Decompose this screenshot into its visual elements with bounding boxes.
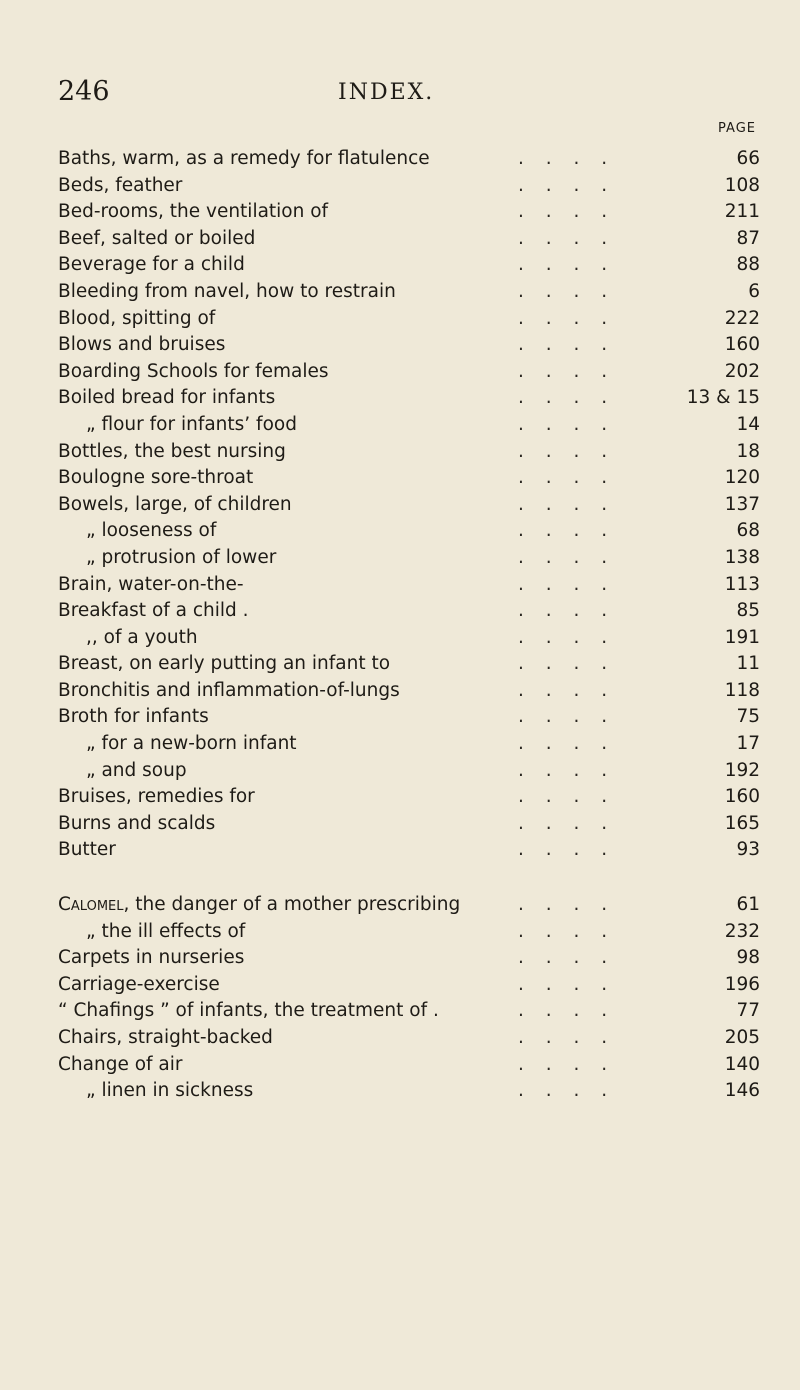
- index-entry: [58, 651, 770, 678]
- entry-page: 160: [724, 786, 760, 808]
- index-entries: [58, 146, 770, 1105]
- index-entry: [58, 572, 770, 599]
- entry-term: ,, of a youth: [86, 626, 198, 648]
- index-entry: [58, 811, 770, 838]
- dot-leader: . . . .: [518, 1000, 616, 1022]
- dot-leader: . . . .: [518, 148, 616, 169]
- dot-leader: . . . .: [518, 1027, 616, 1048]
- entry-page: 108: [724, 174, 760, 196]
- index-entry: [58, 226, 770, 253]
- entry-page: 120: [724, 467, 760, 489]
- entry-term: „ the ill effects of: [86, 920, 246, 942]
- dot-leader: . . . .: [518, 307, 616, 329]
- entry-term: Breast, on early putting an infant to: [58, 653, 391, 675]
- index-entry: [58, 332, 770, 359]
- page-header: [58, 76, 758, 116]
- entry-page: 66: [736, 148, 760, 169]
- entry-term: Blood, spitting of: [58, 307, 216, 329]
- index-entry: [58, 492, 770, 519]
- entry-page: 93: [736, 839, 760, 861]
- index-entry: [58, 439, 770, 466]
- entry-page: 75: [736, 706, 760, 728]
- dot-leader: . . . .: [518, 733, 616, 755]
- entry-term: Boulogne sore-throat: [58, 467, 254, 489]
- index-entry: [58, 173, 770, 200]
- entry-term: Blows and bruises: [58, 334, 226, 356]
- entry-term: „ protrusion of lower: [86, 546, 277, 568]
- entry-term: Burns and scalds: [58, 812, 216, 834]
- entry-page: 222: [724, 307, 760, 329]
- dot-leader: . . . .: [518, 947, 616, 969]
- dot-leader: . . . .: [518, 387, 616, 409]
- dot-leader: . . . .: [518, 653, 616, 675]
- entry-page: 211: [724, 201, 760, 223]
- dot-leader: . . . .: [518, 839, 616, 861]
- dot-leader: . . . .: [518, 920, 616, 942]
- entry-term: Carpets in nurseries: [58, 947, 245, 969]
- entry-page: 77: [736, 1000, 760, 1022]
- index-entry: [58, 837, 770, 864]
- entry-page: 85: [736, 600, 760, 622]
- dot-leader: . . . .: [518, 280, 616, 302]
- entry-term: Butter: [58, 839, 116, 861]
- dot-leader: . . . .: [518, 360, 616, 382]
- dot-leader: . . . .: [518, 546, 616, 568]
- dot-leader: . . . .: [518, 413, 616, 435]
- entry-page: 191: [724, 626, 760, 648]
- dot-leader: . . . .: [518, 493, 616, 515]
- entry-page: 18: [736, 440, 760, 462]
- entry-page: 146: [724, 1080, 760, 1102]
- entry-page: 68: [736, 520, 760, 542]
- entry-page: 202: [724, 360, 760, 382]
- entry-page: 17: [736, 733, 760, 755]
- entry-page: 232: [724, 920, 760, 942]
- index-entry: [58, 412, 770, 439]
- entry-term: Bleeding from navel, how to restrain: [58, 280, 396, 302]
- entry-page: 113: [724, 573, 760, 595]
- entry-term: Calomel, the danger of a mother prescribing: [58, 894, 461, 916]
- entry-page: 165: [724, 812, 760, 834]
- entry-page: 118: [724, 679, 760, 701]
- index-entry: [58, 1025, 770, 1052]
- dot-leader: . . . .: [518, 201, 616, 223]
- dot-leader: . . . .: [518, 973, 616, 995]
- entry-term: Baths, warm, as a remedy for flatulence: [58, 148, 430, 169]
- entry-term: “ Chafings ” of infants, the treatment of .: [58, 1000, 439, 1022]
- index-entry: [58, 731, 770, 758]
- index-entry: [58, 758, 770, 785]
- entry-term: „ for a new-born infant: [86, 733, 297, 755]
- entry-page: 61: [736, 894, 760, 916]
- entry-page: 196: [724, 973, 760, 995]
- index-entry: [58, 199, 770, 226]
- entry-term: Change of air: [58, 1053, 183, 1075]
- index-entry: [58, 385, 770, 412]
- entry-term: Carriage-exercise: [58, 973, 220, 995]
- index-entry: [58, 704, 770, 731]
- dot-leader: . . . .: [518, 334, 616, 356]
- index-entry: [58, 146, 770, 173]
- entry-term: „ linen in sickness: [86, 1080, 254, 1102]
- index-entry: [58, 518, 770, 545]
- entry-term: Brain, water-on-the-: [58, 573, 244, 595]
- section-b: [58, 146, 770, 864]
- index-entry: [58, 1052, 770, 1079]
- index-entry: [58, 919, 770, 946]
- page-column-heading: PAGE: [718, 121, 756, 136]
- entry-term: Bruises, remedies for: [58, 786, 255, 808]
- dot-leader: . . . .: [518, 467, 616, 489]
- entry-term: Boiled bread for infants: [58, 387, 276, 409]
- entry-term: Boarding Schools for females: [58, 360, 329, 382]
- entry-page: 138: [724, 546, 760, 568]
- entry-page: 14: [736, 413, 760, 435]
- entry-term: Beef, salted or boiled: [58, 227, 256, 249]
- entry-term: Chairs, straight-backed: [58, 1027, 273, 1048]
- dot-leader: . . . .: [518, 254, 616, 276]
- dot-leader: . . . .: [518, 1053, 616, 1075]
- entry-term: „ flour for infants’ food: [86, 413, 297, 435]
- index-entry: [58, 359, 770, 386]
- dot-leader: . . . .: [518, 706, 616, 728]
- index-entry: [58, 784, 770, 811]
- index-entry: [58, 678, 770, 705]
- index-entry: [58, 598, 770, 625]
- entry-term: Bowels, large, of children: [58, 493, 292, 515]
- section-gap: [58, 864, 770, 892]
- index-entry: [58, 545, 770, 572]
- dot-leader: . . . .: [518, 679, 616, 701]
- dot-leader: . . . .: [518, 440, 616, 462]
- index-entry: [58, 892, 770, 919]
- entry-term: Breakfast of a child .: [58, 600, 249, 622]
- entry-page: 137: [724, 493, 760, 515]
- entry-page: 88: [736, 254, 760, 276]
- dot-leader: . . . .: [518, 520, 616, 542]
- entry-term: Bronchitis and inflammation-of-lungs: [58, 679, 400, 701]
- index-entry: [58, 279, 770, 306]
- dot-leader: . . . .: [518, 174, 616, 196]
- dot-leader: . . . .: [518, 786, 616, 808]
- entry-page: 6: [748, 280, 760, 302]
- dot-leader: . . . .: [518, 1080, 616, 1102]
- dot-leader: . . . .: [518, 227, 616, 249]
- index-entry: [58, 945, 770, 972]
- index-entry: [58, 1078, 770, 1105]
- page-number: 246: [58, 76, 110, 107]
- running-title: INDEX.: [338, 80, 435, 105]
- entry-term: „ looseness of: [86, 520, 217, 542]
- section-c: [58, 892, 770, 1105]
- entry-term: Broth for infants: [58, 706, 209, 728]
- entry-page: 205: [724, 1027, 760, 1048]
- entry-page: 11: [736, 653, 760, 675]
- entry-page: 192: [724, 759, 760, 781]
- index-entry: [58, 465, 770, 492]
- entry-term: Beverage for a child: [58, 254, 245, 276]
- dot-leader: . . . .: [518, 759, 616, 781]
- index-entry: [58, 972, 770, 999]
- dot-leader: . . . .: [518, 812, 616, 834]
- entry-page: 140: [724, 1053, 760, 1075]
- dot-leader: . . . .: [518, 626, 616, 648]
- entry-page: 98: [736, 947, 760, 969]
- entry-page: 160: [724, 334, 760, 356]
- index-entry: [58, 306, 770, 333]
- entry-page: 13 & 15: [686, 387, 760, 409]
- index-entry: [58, 252, 770, 279]
- dot-leader: . . . .: [518, 573, 616, 595]
- index-entry: [58, 625, 770, 652]
- dot-leader: . . . .: [518, 600, 616, 622]
- entry-term: Bed-rooms, the ventilation of: [58, 201, 329, 223]
- entry-term: Beds, feather: [58, 174, 183, 196]
- dot-leader: . . . .: [518, 894, 616, 916]
- entry-term: Bottles, the best nursing: [58, 440, 286, 462]
- entry-page: 87: [736, 227, 760, 249]
- index-entry: [58, 998, 770, 1025]
- entry-term: „ and soup: [86, 759, 187, 781]
